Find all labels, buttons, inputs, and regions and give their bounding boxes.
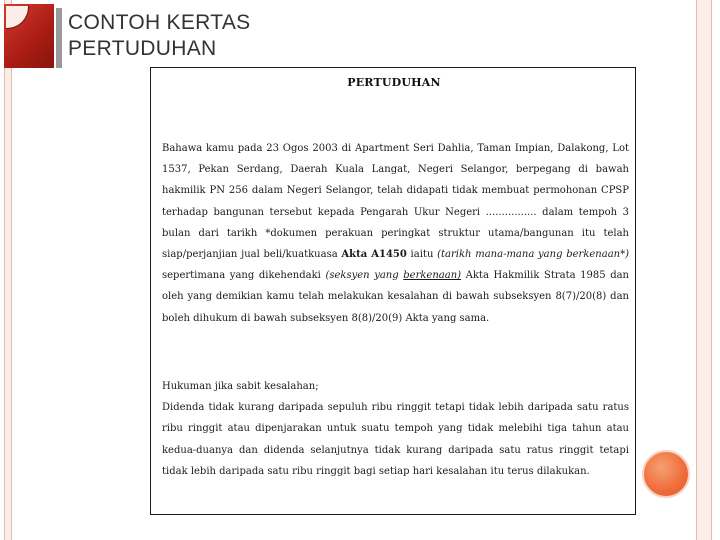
charge-section-note-underlined: berkenaan) xyxy=(403,270,462,282)
charge-text-part1: Bahawa kamu pada 23 Ogos 2003 di Apartment Seri Dahlia, Taman Impian, Dalakong, Lot 1537, Pekan Serdang, Daerah Kuala Langat, Negeri Selangor, berpegang di bawah hakmilik PN 256 dalam Negeri Selangor, telah didapati tidak membuat permohonan CPSP terhadap bangunan tersebut kepada Pengarah Ukur Negeri ................ dalam tempoh 3 bulan dari tarikh *dokumen perakuan peringkat struktur utama/bangunan itu telah siap/perjanjian jual beli/kuatkuasa xyxy=(162,143,629,261)
charge-date-note: (tarikh mana-mana yang berkenaan*) xyxy=(437,249,629,261)
slide-title-line2: PERTUDUHAN xyxy=(68,37,217,60)
document-page xyxy=(150,67,636,515)
penalty-label: Hukuman jika sabit kesalahan; xyxy=(162,381,319,392)
charge-section-note: (seksyen yang xyxy=(325,270,404,282)
penalty-paragraph xyxy=(162,376,629,482)
orange-circle-decoration xyxy=(642,450,690,498)
charge-text-part3: iaitu xyxy=(406,249,438,261)
document-heading: PERTUDUHAN xyxy=(347,76,441,89)
slide-title-line1: CONTOH KERTAS xyxy=(68,11,251,34)
right-frame-strip xyxy=(696,0,712,540)
title-accent-bar xyxy=(56,8,62,68)
charge-text-part8: Akta Hakmilik Strata 1985 dan oleh yang demikian kamu telah melakukan kesalahan di bawah subseksyen 8(7)/20(8) dan boleh dihukum di bawah subseksyen 8(8)/20(9) Akta yang sama. xyxy=(162,270,629,324)
corner-curl-decoration xyxy=(6,6,29,29)
charge-text-part5: sepertimana yang dikehendaki xyxy=(162,270,326,282)
slide-title xyxy=(68,10,250,62)
penalty-text: Didenda tidak kurang daripada sepuluh ribu ringgit tetapi tidak lebih daripada satu ratus ribu ringgit atau dipenjarakan untuk suatu tempoh yang tidak melebihi tiga tahun atau kedua-duanya dan didenda selanjutnya tidak kurang daripada satu ratus ringgit tetapi tidak lebih daripada satu ribu ringgit bagi setiap hari kesalahan itu terus dilakukan. xyxy=(162,402,629,477)
left-frame-strip xyxy=(4,0,12,540)
charge-act-reference: Akta A1450 xyxy=(341,249,407,261)
red-corner-block xyxy=(4,4,54,68)
charge-paragraph xyxy=(162,138,629,329)
